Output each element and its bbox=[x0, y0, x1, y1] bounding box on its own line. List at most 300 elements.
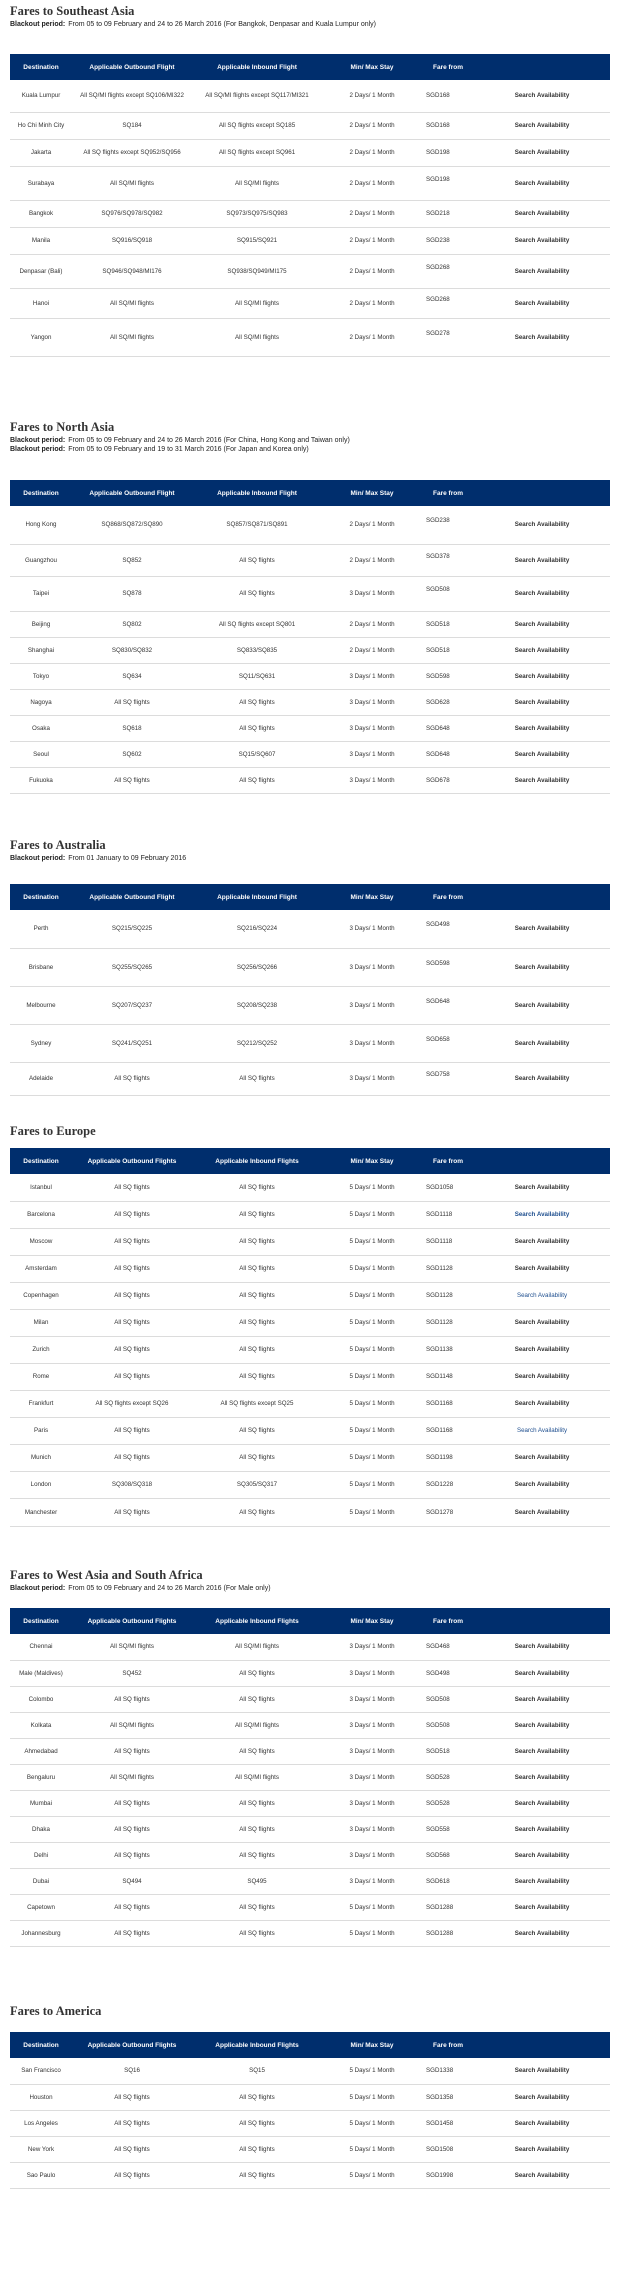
outbound-flight-cell: SQ602 bbox=[72, 741, 192, 767]
destination-cell: Melbourne bbox=[10, 986, 72, 1024]
table-row bbox=[10, 986, 610, 1024]
fares-table bbox=[10, 54, 610, 357]
destination-cell: Kolkata bbox=[10, 1712, 72, 1738]
stay-cell: 5 Days/ 1 Month bbox=[322, 2162, 422, 2188]
fare-value: SGD508 bbox=[426, 1695, 450, 1703]
fare-cell bbox=[422, 1894, 474, 1920]
table-row bbox=[10, 112, 610, 139]
search-availability-link[interactable]: Search Availability bbox=[474, 1471, 610, 1498]
table-row bbox=[10, 637, 610, 663]
stay-cell: 5 Days/ 1 Month bbox=[322, 1390, 422, 1417]
fare-value: SGD1118 bbox=[426, 1238, 453, 1245]
destination-cell: Surabaya bbox=[10, 166, 72, 200]
fare-cell bbox=[422, 1336, 474, 1363]
search-availability-link[interactable]: Search Availability bbox=[474, 80, 610, 112]
stay-cell: 2 Days/ 1 Month bbox=[322, 637, 422, 663]
stay-cell: 5 Days/ 1 Month bbox=[322, 2084, 422, 2110]
table-row bbox=[10, 1894, 610, 1920]
stay-header: Min/ Max Stay bbox=[322, 1148, 422, 1174]
destination-cell: Mumbai bbox=[10, 1790, 72, 1816]
blackout-period bbox=[10, 20, 610, 29]
outbound-flight-cell: SQ207/SQ237 bbox=[72, 986, 192, 1024]
stay-cell: 2 Days/ 1 Month bbox=[322, 80, 422, 112]
inbound-flight-cell: All SQ flights bbox=[192, 715, 322, 741]
fare-cell bbox=[422, 1363, 474, 1390]
outbound-flight-cell: SQ830/SQ832 bbox=[72, 637, 192, 663]
search-availability-link[interactable]: Search Availability bbox=[474, 1201, 610, 1228]
table-row bbox=[10, 767, 610, 793]
destination-header: Destination bbox=[10, 54, 72, 80]
table-row bbox=[10, 910, 610, 948]
table-row bbox=[10, 1920, 610, 1946]
blackout-label: Blackout period: bbox=[10, 21, 66, 28]
search-availability-link[interactable]: Search Availability bbox=[474, 1738, 610, 1764]
search-availability-link[interactable]: Search Availability bbox=[474, 637, 610, 663]
fare-cell bbox=[422, 1174, 474, 1201]
region-title: Fares to Australia bbox=[10, 838, 106, 852]
fare-value: SGD1358 bbox=[426, 2093, 454, 2101]
search-availability-link[interactable]: Search Availability bbox=[474, 767, 610, 793]
outbound-flight-cell: SQ868/SQ872/SQ890 bbox=[72, 506, 192, 544]
inbound-flight-header: Applicable Inbound Flight bbox=[192, 54, 322, 80]
fare-section bbox=[10, 420, 610, 784]
fare-cell bbox=[422, 112, 474, 139]
table-row bbox=[10, 1471, 610, 1498]
fare-cell bbox=[422, 506, 474, 544]
outbound-flight-cell: All SQ flights bbox=[72, 1417, 192, 1444]
blackout-text: From 05 to 09 February and 24 to 26 March 2016 (For Male only) bbox=[68, 1585, 271, 1592]
stay-cell: 3 Days/ 1 Month bbox=[322, 1790, 422, 1816]
stay-cell: 3 Days/ 1 Month bbox=[322, 1712, 422, 1738]
fare-cell bbox=[422, 576, 474, 611]
search-availability-link[interactable]: Search Availability bbox=[474, 1363, 610, 1390]
stay-cell: 3 Days/ 1 Month bbox=[322, 767, 422, 793]
table-row bbox=[10, 80, 610, 112]
inbound-flight-cell: All SQ flights bbox=[192, 1842, 322, 1868]
fare-value: SGD518 bbox=[426, 1747, 450, 1755]
fare-value: SGD658 bbox=[426, 1035, 450, 1043]
destination-cell: Rome bbox=[10, 1363, 72, 1390]
destination-cell: Chennai bbox=[10, 1634, 72, 1660]
outbound-flight-cell: All SQ/MI flights bbox=[72, 166, 192, 200]
table-row bbox=[10, 200, 610, 227]
table-row bbox=[10, 1336, 610, 1363]
destination-cell: Beijing bbox=[10, 611, 72, 637]
table-row bbox=[10, 2084, 610, 2110]
destination-cell: Hong Kong bbox=[10, 506, 72, 544]
inbound-flight-cell: All SQ flights bbox=[192, 1363, 322, 1390]
destination-cell: Guangzhou bbox=[10, 544, 72, 576]
search-availability-link[interactable]: Search Availability bbox=[474, 112, 610, 139]
search-availability-link[interactable]: Search Availability bbox=[474, 1498, 610, 1526]
search-availability-link[interactable]: Search Availability bbox=[474, 318, 610, 356]
search-availability-link[interactable]: Search Availability bbox=[474, 1790, 610, 1816]
stay-cell: 2 Days/ 1 Month bbox=[322, 112, 422, 139]
search-availability-link[interactable]: Search Availability bbox=[474, 1712, 610, 1738]
inbound-flight-cell: All SQ/MI flights bbox=[192, 318, 322, 356]
outbound-flight-cell: All SQ flights bbox=[72, 1363, 192, 1390]
stay-cell: 3 Days/ 1 Month bbox=[322, 1868, 422, 1894]
search-availability-link[interactable]: Search Availability bbox=[474, 1255, 610, 1282]
search-availability-link[interactable]: Search Availability bbox=[474, 1417, 610, 1444]
fare-cell bbox=[422, 1471, 474, 1498]
blackout-label: Blackout period: bbox=[10, 1585, 66, 1592]
search-availability-link[interactable]: Search Availability bbox=[474, 910, 610, 948]
inbound-flight-cell: All SQ flights bbox=[192, 767, 322, 793]
stay-cell: 2 Days/ 1 Month bbox=[322, 318, 422, 356]
fare-value: SGD268 bbox=[426, 295, 450, 303]
search-availability-link[interactable]: Search Availability bbox=[474, 2084, 610, 2110]
fare-section bbox=[10, 1568, 610, 1937]
outbound-flight-cell: SQ916/SQ918 bbox=[72, 227, 192, 254]
inbound-flight-cell: SQ495 bbox=[192, 1868, 322, 1894]
blackout-text: From 05 to 09 February and 19 to 31 March 2016 (For Japan and Korea only) bbox=[68, 446, 309, 453]
region-title: Fares to America bbox=[10, 2004, 102, 2018]
table-row bbox=[10, 1790, 610, 1816]
search-availability-link[interactable]: Search Availability bbox=[474, 200, 610, 227]
inbound-flight-cell: All SQ flights bbox=[192, 2162, 322, 2188]
inbound-flight-cell: All SQ flights bbox=[192, 2136, 322, 2162]
fare-cell bbox=[422, 1228, 474, 1255]
inbound-flight-cell: SQ11/SQ631 bbox=[192, 663, 322, 689]
inbound-flight-cell: All SQ flights bbox=[192, 1417, 322, 1444]
inbound-flight-cell: All SQ flights bbox=[192, 1894, 322, 1920]
fare-value: SGD238 bbox=[426, 237, 450, 244]
fare-section bbox=[10, 1124, 610, 1516]
destination-cell: Kuala Lumpur bbox=[10, 80, 72, 112]
fare-cell bbox=[422, 2110, 474, 2136]
table-row bbox=[10, 611, 610, 637]
destination-cell: Adelaide bbox=[10, 1062, 72, 1095]
outbound-flight-cell: All SQ flights bbox=[72, 2084, 192, 2110]
table-row bbox=[10, 2136, 610, 2162]
fare-cell bbox=[422, 1309, 474, 1336]
outbound-flight-header: Applicable Outbound Flights bbox=[72, 1608, 192, 1634]
search-availability-link[interactable]: Search Availability bbox=[474, 139, 610, 166]
search-availability-link[interactable]: Search Availability bbox=[474, 689, 610, 715]
search-availability-link[interactable]: Search Availability bbox=[474, 2058, 610, 2084]
fare-value: SGD1148 bbox=[426, 1373, 453, 1380]
region-title: Fares to North Asia bbox=[10, 420, 115, 434]
table-row bbox=[10, 2110, 610, 2136]
stay-cell: 5 Days/ 1 Month bbox=[322, 1920, 422, 1946]
destination-cell: Capetown bbox=[10, 1894, 72, 1920]
search-availability-link[interactable]: Search Availability bbox=[474, 1842, 610, 1868]
fare-cell bbox=[422, 227, 474, 254]
search-availability-link[interactable]: Search Availability bbox=[474, 1024, 610, 1062]
fare-cell bbox=[422, 166, 474, 200]
outbound-flight-cell: All SQ flights bbox=[72, 689, 192, 715]
search-availability-link[interactable]: Search Availability bbox=[474, 254, 610, 288]
stay-header: Min/ Max Stay bbox=[322, 54, 422, 80]
destination-cell: Osaka bbox=[10, 715, 72, 741]
outbound-flight-cell: All SQ flights bbox=[72, 1894, 192, 1920]
table-row bbox=[10, 2162, 610, 2188]
outbound-flight-cell: All SQ flights bbox=[72, 1255, 192, 1282]
fare-header: Fare from bbox=[422, 480, 474, 506]
fare-value: SGD758 bbox=[426, 1071, 450, 1078]
table-row bbox=[10, 1255, 610, 1282]
fare-value: SGD648 bbox=[426, 997, 450, 1005]
search-availability-link[interactable]: Search Availability bbox=[474, 715, 610, 741]
outbound-flight-cell: All SQ/MI flights bbox=[72, 288, 192, 318]
inbound-flight-cell: All SQ flights bbox=[192, 1686, 322, 1712]
fare-value: SGD508 bbox=[426, 586, 450, 593]
outbound-flight-cell: SQ215/SQ225 bbox=[72, 910, 192, 948]
search-availability-link[interactable]: Search Availability bbox=[474, 576, 610, 611]
fare-value: SGD1198 bbox=[426, 1454, 453, 1461]
action-header bbox=[474, 480, 610, 506]
inbound-flight-cell: SQ915/SQ921 bbox=[192, 227, 322, 254]
inbound-flight-header: Applicable Inbound Flights bbox=[192, 2032, 322, 2058]
destination-cell: Yangon bbox=[10, 318, 72, 356]
blackout-label: Blackout period: bbox=[10, 855, 66, 862]
table-row bbox=[10, 1363, 610, 1390]
search-availability-link[interactable]: Search Availability bbox=[474, 1282, 610, 1309]
outbound-flight-header: Applicable Outbound Flight bbox=[72, 480, 192, 506]
inbound-flight-cell: All SQ flights bbox=[192, 1660, 322, 1686]
blackout-text: From 05 to 09 February and 24 to 26 March 2016 (For China, Hong Kong and Taiwan only) bbox=[68, 437, 350, 444]
outbound-flight-cell: All SQ flights bbox=[72, 1790, 192, 1816]
table-row bbox=[10, 1816, 610, 1842]
search-availability-link[interactable]: Search Availability bbox=[474, 1174, 610, 1201]
fare-cell bbox=[422, 1868, 474, 1894]
action-header bbox=[474, 1608, 610, 1634]
destination-cell: Sao Paulo bbox=[10, 2162, 72, 2188]
fare-cell bbox=[422, 1282, 474, 1309]
search-availability-link[interactable]: Search Availability bbox=[474, 2110, 610, 2136]
destination-cell: Dhaka bbox=[10, 1816, 72, 1842]
fare-cell bbox=[422, 910, 474, 948]
region-title: Fares to Europe bbox=[10, 1124, 96, 1138]
fare-value: SGD1128 bbox=[426, 1319, 453, 1326]
fare-cell bbox=[422, 544, 474, 576]
fares-table bbox=[10, 884, 610, 1096]
fare-cell bbox=[422, 1738, 474, 1764]
stay-cell: 3 Days/ 1 Month bbox=[322, 715, 422, 741]
inbound-flight-cell: All SQ flights bbox=[192, 1201, 322, 1228]
inbound-flight-cell: All SQ flights bbox=[192, 576, 322, 611]
stay-cell: 5 Days/ 1 Month bbox=[322, 2110, 422, 2136]
stay-cell: 3 Days/ 1 Month bbox=[322, 576, 422, 611]
outbound-flight-cell: SQ618 bbox=[72, 715, 192, 741]
search-availability-link[interactable]: Search Availability bbox=[474, 1228, 610, 1255]
table-row bbox=[10, 1634, 610, 1660]
fare-header: Fare from bbox=[422, 2032, 474, 2058]
fare-cell bbox=[422, 1390, 474, 1417]
outbound-flight-cell: All SQ flights bbox=[72, 2136, 192, 2162]
fare-value: SGD198 bbox=[426, 175, 450, 183]
table-row bbox=[10, 2058, 610, 2084]
fare-cell bbox=[422, 1201, 474, 1228]
inbound-flight-cell: SQ208/SQ238 bbox=[192, 986, 322, 1024]
stay-cell: 5 Days/ 1 Month bbox=[322, 1444, 422, 1471]
stay-cell: 3 Days/ 1 Month bbox=[322, 1660, 422, 1686]
fare-value: SGD1128 bbox=[426, 1265, 453, 1272]
inbound-flight-cell: All SQ flights bbox=[192, 1336, 322, 1363]
inbound-flight-header: Applicable Inbound Flights bbox=[192, 1608, 322, 1634]
fares-table bbox=[10, 1608, 610, 1947]
search-availability-link[interactable]: Search Availability bbox=[474, 506, 610, 544]
outbound-flight-cell: All SQ flights bbox=[72, 1738, 192, 1764]
outbound-flight-cell: All SQ/MI flights bbox=[72, 1634, 192, 1660]
inbound-flight-cell: All SQ flights bbox=[192, 1174, 322, 1201]
fare-section bbox=[10, 838, 610, 1082]
table-row bbox=[10, 1498, 610, 1526]
search-availability-link[interactable]: Search Availability bbox=[474, 227, 610, 254]
table-row bbox=[10, 1842, 610, 1868]
destination-cell: Houston bbox=[10, 2084, 72, 2110]
inbound-flight-cell: All SQ/MI flights bbox=[192, 1712, 322, 1738]
search-availability-link[interactable]: Search Availability bbox=[474, 288, 610, 318]
search-availability-link[interactable]: Search Availability bbox=[474, 1634, 610, 1660]
search-availability-link[interactable]: Search Availability bbox=[474, 1336, 610, 1363]
destination-cell: London bbox=[10, 1471, 72, 1498]
outbound-flight-cell: All SQ flights bbox=[72, 1228, 192, 1255]
search-availability-link[interactable]: Search Availability bbox=[474, 986, 610, 1024]
outbound-flight-cell: All SQ flights bbox=[72, 2110, 192, 2136]
inbound-flight-cell: All SQ flights bbox=[192, 2110, 322, 2136]
outbound-flight-cell: SQ184 bbox=[72, 112, 192, 139]
fare-section bbox=[10, 2004, 610, 2179]
region-title: Fares to West Asia and South Africa bbox=[10, 1568, 203, 1582]
fare-value: SGD378 bbox=[426, 552, 450, 560]
outbound-flight-cell: SQ976/SQ978/SQ982 bbox=[72, 200, 192, 227]
inbound-flight-cell: All SQ flights bbox=[192, 1255, 322, 1282]
fare-value: SGD1058 bbox=[426, 1183, 454, 1191]
destination-cell: Barcelona bbox=[10, 1201, 72, 1228]
stay-cell: 3 Days/ 1 Month bbox=[322, 1634, 422, 1660]
fare-value: SGD598 bbox=[426, 959, 450, 967]
inbound-flight-cell: SQ15/SQ607 bbox=[192, 741, 322, 767]
fare-value: SGD508 bbox=[426, 1721, 450, 1729]
destination-cell: Munich bbox=[10, 1444, 72, 1471]
destination-cell: New York bbox=[10, 2136, 72, 2162]
stay-cell: 5 Days/ 1 Month bbox=[322, 1174, 422, 1201]
stay-cell: 3 Days/ 1 Month bbox=[322, 986, 422, 1024]
fare-section bbox=[10, 4, 610, 341]
inbound-flight-header: Applicable Inbound Flight bbox=[192, 884, 322, 910]
fare-cell bbox=[422, 948, 474, 986]
table-row bbox=[10, 1228, 610, 1255]
fare-cell bbox=[422, 139, 474, 166]
fares-table bbox=[10, 2032, 610, 2189]
outbound-flight-cell: All SQ/MI flights bbox=[72, 318, 192, 356]
blackout-text: From 05 to 09 February and 24 to 26 March 2016 (For Bangkok, Denpasar and Kuala Lumpur only) bbox=[68, 21, 377, 28]
fare-value: SGD518 bbox=[426, 620, 450, 628]
fare-cell bbox=[422, 1634, 474, 1660]
search-availability-link[interactable]: Search Availability bbox=[474, 1660, 610, 1686]
destination-cell: Paris bbox=[10, 1417, 72, 1444]
search-availability-link[interactable]: Search Availability bbox=[474, 1894, 610, 1920]
stay-cell: 5 Days/ 1 Month bbox=[322, 2136, 422, 2162]
stay-cell: 2 Days/ 1 Month bbox=[322, 611, 422, 637]
inbound-flight-cell: All SQ flights except SQ25 bbox=[192, 1390, 322, 1417]
destination-cell: Seoul bbox=[10, 741, 72, 767]
fare-cell bbox=[422, 1444, 474, 1471]
destination-cell: Tokyo bbox=[10, 663, 72, 689]
search-availability-link[interactable]: Search Availability bbox=[474, 1444, 610, 1471]
fare-value: SGD1278 bbox=[426, 1508, 454, 1516]
destination-cell: Zurich bbox=[10, 1336, 72, 1363]
search-availability-link[interactable]: Search Availability bbox=[474, 948, 610, 986]
fare-value: SGD1458 bbox=[426, 2119, 454, 2127]
fare-value: SGD1508 bbox=[426, 2145, 454, 2153]
table-row bbox=[10, 1417, 610, 1444]
inbound-flight-cell: All SQ flights bbox=[192, 689, 322, 715]
search-availability-link[interactable]: Search Availability bbox=[474, 1868, 610, 1894]
region-title: Fares to Southeast Asia bbox=[10, 4, 135, 18]
stay-cell: 3 Days/ 1 Month bbox=[322, 948, 422, 986]
search-availability-link[interactable]: Search Availability bbox=[474, 611, 610, 637]
search-availability-link[interactable]: Search Availability bbox=[474, 663, 610, 689]
inbound-flight-cell: All SQ flights bbox=[192, 1920, 322, 1946]
fare-value: SGD528 bbox=[426, 1799, 450, 1807]
stay-cell: 2 Days/ 1 Month bbox=[322, 166, 422, 200]
inbound-flight-cell: SQ15 bbox=[192, 2058, 322, 2084]
inbound-flight-cell: All SQ flights bbox=[192, 1444, 322, 1471]
destination-cell: Dubai bbox=[10, 1868, 72, 1894]
search-availability-link[interactable]: Search Availability bbox=[474, 1309, 610, 1336]
fare-cell bbox=[422, 715, 474, 741]
table-row bbox=[10, 506, 610, 544]
search-availability-link[interactable]: Search Availability bbox=[474, 2162, 610, 2188]
inbound-flight-header: Applicable Inbound Flights bbox=[192, 1148, 322, 1174]
destination-cell: Milan bbox=[10, 1309, 72, 1336]
inbound-flight-cell: SQ857/SQ871/SQ891 bbox=[192, 506, 322, 544]
fare-cell bbox=[422, 1816, 474, 1842]
fare-value: SGD1338 bbox=[426, 2067, 454, 2075]
search-availability-link[interactable]: Search Availability bbox=[474, 741, 610, 767]
inbound-flight-cell: All SQ flights bbox=[192, 1228, 322, 1255]
search-availability-link[interactable]: Search Availability bbox=[474, 166, 610, 200]
destination-cell: Moscow bbox=[10, 1228, 72, 1255]
fare-header: Fare from bbox=[422, 884, 474, 910]
stay-cell: 5 Days/ 1 Month bbox=[322, 1201, 422, 1228]
search-availability-link[interactable]: Search Availability bbox=[474, 1816, 610, 1842]
inbound-flight-cell: All SQ flights bbox=[192, 1790, 322, 1816]
outbound-flight-cell: All SQ flights bbox=[72, 1282, 192, 1309]
destination-cell: Denpasar (Bali) bbox=[10, 254, 72, 288]
action-header bbox=[474, 54, 610, 80]
search-availability-link[interactable]: Search Availability bbox=[474, 1062, 610, 1095]
fare-cell bbox=[422, 2136, 474, 2162]
fare-value: SGD1998 bbox=[426, 2171, 454, 2179]
destination-cell: Sydney bbox=[10, 1024, 72, 1062]
destination-header: Destination bbox=[10, 884, 72, 910]
destination-cell: Male (Maldives) bbox=[10, 1660, 72, 1686]
search-availability-link[interactable]: Search Availability bbox=[474, 1764, 610, 1790]
blackout-period bbox=[10, 436, 610, 454]
search-availability-link[interactable]: Search Availability bbox=[474, 1920, 610, 1946]
search-availability-link[interactable]: Search Availability bbox=[474, 1390, 610, 1417]
search-availability-link[interactable]: Search Availability bbox=[474, 1686, 610, 1712]
blackout-line bbox=[10, 436, 610, 445]
fare-cell bbox=[422, 1920, 474, 1946]
fare-cell bbox=[422, 2162, 474, 2188]
outbound-flight-cell: SQ308/SQ318 bbox=[72, 1471, 192, 1498]
table-row bbox=[10, 1309, 610, 1336]
fare-cell bbox=[422, 637, 474, 663]
table-row bbox=[10, 1024, 610, 1062]
outbound-flight-header: Applicable Outbound Flights bbox=[72, 2032, 192, 2058]
stay-cell: 3 Days/ 1 Month bbox=[322, 689, 422, 715]
search-availability-link[interactable]: Search Availability bbox=[474, 2136, 610, 2162]
inbound-flight-cell: All SQ flights bbox=[192, 1498, 322, 1526]
search-availability-link[interactable]: Search Availability bbox=[474, 544, 610, 576]
stay-cell: 3 Days/ 1 Month bbox=[322, 1738, 422, 1764]
fare-cell bbox=[422, 611, 474, 637]
